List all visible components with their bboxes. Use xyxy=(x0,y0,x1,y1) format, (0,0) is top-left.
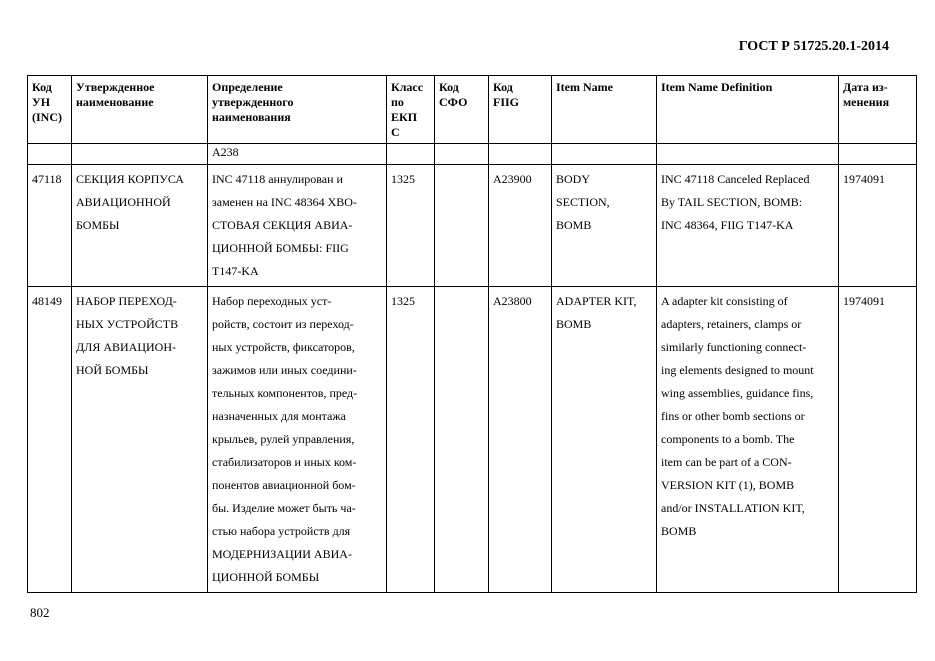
table-row xyxy=(28,287,917,593)
item-name-cell: BODY SECTION, BOMB xyxy=(552,165,657,287)
header-change-date: Дата из- менения xyxy=(839,76,917,144)
approved-name-cell: НАБОР ПЕРЕХОД- НЫХ УСТРОЙСТВ ДЛЯ АВИАЦИОН- НОЙ БОМБЫ xyxy=(72,287,208,593)
inc-cell: 47118 xyxy=(28,165,72,287)
header-class: Класс по ЕКП С xyxy=(387,76,435,144)
change-date-cell: 1974091 xyxy=(839,165,917,287)
item-name-cell: ADAPTER KIT, BOMB xyxy=(552,287,657,593)
definition-cell: INC 47118 аннулирован и заменен на INC 48364 ХВО- СТОВАЯ СЕКЦИЯ АВИА- ЦИОННОЙ БОМБЫ: FIIG T147-KA xyxy=(208,165,387,287)
definition-cell: Набор переходных уст- ройств, состоит из переход- ных устройств, фиксаторов, зажимов или иных соедини- тельных компонентов, пред- назначенных для монтажа крыльев, рулей управления, стабилизаторов и иных ком- понентов авиационной бом- бы. Изделие может быть ча- стью набора устройств для МОДЕРНИЗАЦИИ АВИА- ЦИОННОЙ БОМБЫ xyxy=(208,287,387,593)
table-cell xyxy=(435,144,489,165)
table-cell xyxy=(839,144,917,165)
class-cell: 1325 xyxy=(387,287,435,593)
change-date-cell: 1974091 xyxy=(839,287,917,593)
document-id: ГОСТ Р 51725.20.1-2014 xyxy=(738,39,889,54)
header-approved-name: Утвержденное наименование xyxy=(72,76,208,144)
sfo-cell xyxy=(435,287,489,593)
table-cell xyxy=(72,144,208,165)
class-cell: 1325 xyxy=(387,165,435,287)
header-row xyxy=(28,76,917,144)
continuation-row xyxy=(28,144,917,165)
header-fiig: Код FIIG xyxy=(489,76,552,144)
header-inc: Код УН (INC) xyxy=(28,76,72,144)
fiig-cell: A23900 xyxy=(489,165,552,287)
header-item-name-definition: Item Name Definition xyxy=(657,76,839,144)
table-cell xyxy=(657,144,839,165)
table-cell xyxy=(387,144,435,165)
items-table xyxy=(27,75,917,593)
table-cell xyxy=(28,144,72,165)
table-cell xyxy=(552,144,657,165)
page-number: 802 xyxy=(30,605,50,620)
table-cell: A238 xyxy=(208,144,387,165)
table-cell xyxy=(489,144,552,165)
sfo-cell xyxy=(435,165,489,287)
header-definition: Определение утвержденного наименования xyxy=(208,76,387,144)
inc-cell: 48149 xyxy=(28,287,72,593)
header-sfo: Код СФО xyxy=(435,76,489,144)
fiig-cell: A23800 xyxy=(489,287,552,593)
table-row xyxy=(28,165,917,287)
header-item-name: Item Name xyxy=(552,76,657,144)
item-name-definition-cell: INC 47118 Canceled Replaced By TAIL SECTION, BOMB: INC 48364, FIIG T147-KA xyxy=(657,165,839,287)
item-name-definition-cell: A adapter kit consisting of adapters, retainers, clamps or similarly functioning connect- ing elements designed to mount wing assemblies, guidance fins, fins or other bomb sections or components to a bomb. The item can be part of a CON- VERSION KIT (1), BOMB and/or INSTALLATION KIT, BOMB xyxy=(657,287,839,593)
approved-name-cell: СЕКЦИЯ КОРПУСА АВИАЦИОННОЙ БОМБЫ xyxy=(72,165,208,287)
